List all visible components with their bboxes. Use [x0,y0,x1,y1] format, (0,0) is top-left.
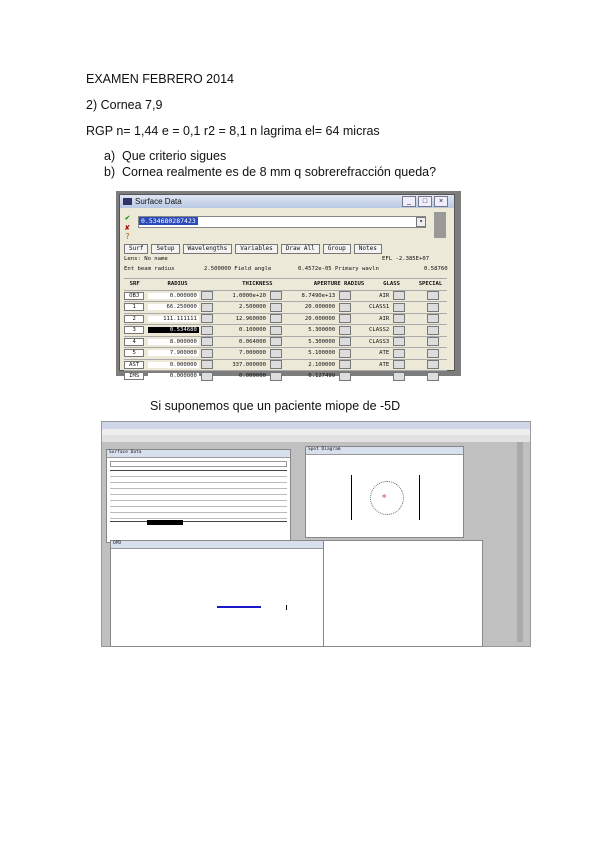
radius-cell[interactable]: 0.000000 [148,373,198,379]
glass-solve-button[interactable] [393,326,405,335]
draw-all-button[interactable]: Draw All [281,244,320,254]
axis-line [351,475,352,520]
table-row [124,301,447,313]
field-angle-info: 2.500000 Field angle [204,266,272,272]
question-b-marker: b) [104,165,116,179]
aperture-cell[interactable]: 8.7490e+13 [301,292,336,299]
scrollbar[interactable] [517,442,523,642]
surface-data-window [119,194,455,380]
special-button[interactable] [427,372,439,381]
check-icon[interactable]: ✔ [125,213,130,222]
aperture-solve-button[interactable] [339,349,351,358]
opd-marker [286,605,287,610]
glass-solve-button[interactable] [393,314,405,323]
col-srf: SRF [129,281,140,288]
notes-button[interactable]: Notes [354,244,382,254]
variables-button[interactable]: Variables [235,244,278,254]
efl-value: EFL -2.385E+07 [382,256,430,262]
primary-wavelength-value: 0.58760 [424,266,448,272]
spot-diagram-panel-title: Spot Diagram [306,447,463,455]
srf-cell[interactable]: 1 [124,303,144,311]
surface-data-panel [106,449,291,543]
aperture-solve-button[interactable] [339,337,351,346]
aperture-cell[interactable]: 5.300000 [308,338,336,345]
rgp-parameters: RGP n= 1,44 e = 0,1 r2 = 8,1 n lagrima el= 64 micras [86,124,380,138]
surf-button[interactable]: Surf [124,244,148,254]
window-titlebar [120,195,454,208]
srf-cell[interactable]: 5 [124,349,144,357]
radius-solve-button[interactable] [201,349,213,358]
radius-cell[interactable]: 66.250000 [148,304,198,310]
thickness-solve-button[interactable] [270,314,282,323]
aperture-cell[interactable]: 20.000000 [304,304,336,311]
thickness-cell[interactable]: 7.000000 [239,350,266,357]
panel-input[interactable] [110,461,287,467]
thickness-cell[interactable]: 0.064000 [239,338,266,345]
glass-solve-button[interactable] [393,349,405,358]
thickness-solve-button[interactable] [270,372,282,381]
primary-wavelength-info: 0.4572e-05 Primary wavln [298,266,379,272]
table-row [124,347,447,359]
table-row [124,290,447,302]
radius-solve-button[interactable] [201,372,213,381]
app-titlebar [102,422,530,429]
table-row [124,313,447,325]
aperture-solve-button[interactable] [339,314,351,323]
srf-cell[interactable]: 3 [124,326,144,334]
radius-cell[interactable]: 8.000000 [148,339,198,345]
thickness-cell[interactable]: 2.500000 [239,304,266,311]
thickness-solve-button[interactable] [270,360,282,369]
side-toolbar[interactable] [434,212,446,238]
panel-grid [110,470,287,522]
question-a-text: Que criterio sigues [122,149,227,163]
aperture-cell[interactable]: 20.000000 [304,315,336,322]
thickness-solve-button[interactable] [270,349,282,358]
srf-cell[interactable]: IMS [124,372,144,380]
question-b-text: Cornea realmente es de 8 mm q sobrerefracción queda? [122,165,437,179]
special-button[interactable] [427,303,439,312]
spot-points-icon: ✲ [382,492,387,500]
aperture-solve-button[interactable] [339,291,351,300]
myope-statement: Si suponemos que un paciente miope de -5D [150,399,401,413]
axis-line-right [419,475,420,520]
radius-solve-button[interactable] [201,326,213,335]
glass-solve-button[interactable] [393,303,405,312]
window-app-icon [123,198,132,205]
optics-workspace-screenshot [101,421,531,647]
app-toolbar [102,435,530,442]
radius-solve-button[interactable] [201,291,213,300]
srf-cell[interactable]: 2 [124,315,144,323]
radius-solve-button[interactable] [201,337,213,346]
special-button[interactable] [427,291,439,300]
srf-cell[interactable]: 4 [124,338,144,346]
glass-cell[interactable]: ATE [379,361,390,368]
aperture-cell[interactable]: 5.300000 [308,327,336,334]
radius-cell[interactable]: 111.111111 [148,316,198,322]
glass-cell[interactable]: CLASS1 [369,304,390,311]
glass-cell[interactable]: AIR [379,292,390,299]
window-title: Surface Data [135,197,182,206]
col-special: SPECIAL [418,281,443,288]
thickness-cell[interactable]: 0.100000 [239,327,266,334]
opd-line [217,606,261,608]
beam-radius-label: Ent beam radius [124,266,175,272]
table-row [124,336,447,348]
col-aperture: APERTURE RADIUS [313,281,365,288]
surface-data-panel-title: Surface Data [107,450,290,458]
toolbar [124,244,382,254]
exam-heading: EXAMEN FEBRERO 2014 [86,72,234,86]
question-2: 2) Cornea 7,9 [86,98,163,112]
radius-solve-button[interactable] [201,314,213,323]
radius-cell[interactable]: 0.534680 [148,327,198,333]
glass-solve-button[interactable] [393,360,405,369]
thickness-cell[interactable]: 337.000000 [232,361,266,368]
glass-cell[interactable]: AIR [379,315,390,322]
close-icon[interactable]: × [434,196,448,207]
surface-data-screenshot [116,191,461,380]
selected-cell[interactable] [147,520,183,525]
aperture-solve-button[interactable] [339,372,351,381]
glass-cell[interactable]: CLASS2 [369,327,390,334]
question-a-marker: a) [104,149,116,163]
thickness-cell[interactable]: 0.000000 [239,373,266,380]
thickness-cell[interactable]: 1.0000e+20 [232,292,266,299]
glass-solve-button[interactable] [393,337,405,346]
special-button[interactable] [427,326,439,335]
thickness-cell[interactable]: 12.960000 [235,315,266,322]
table-header [124,278,447,290]
dropdown-arrow-icon[interactable]: ▾ [416,217,426,227]
srf-cell[interactable]: AST [124,361,144,369]
radius-cell[interactable]: 0.000000 [148,293,198,299]
col-thickness: THICKNESS [242,281,273,288]
srf-cell[interactable]: OBJ [124,292,144,300]
minimize-icon[interactable]: _ [402,196,416,207]
maximize-icon[interactable]: □ [418,196,432,207]
cancel-icon[interactable]: ✘ [125,223,130,232]
radius-solve-button[interactable] [201,303,213,312]
help-icon[interactable]: ? [125,232,130,241]
table-row [124,370,447,382]
special-button[interactable] [427,349,439,358]
opd-panel-title: OPD [111,541,324,549]
setup-button[interactable]: Setup [151,244,179,254]
radius-cell[interactable]: 7.900000 [148,350,198,356]
thickness-solve-button[interactable] [270,337,282,346]
thickness-solve-button[interactable] [270,303,282,312]
aperture-solve-button[interactable] [339,326,351,335]
aperture-cell[interactable]: 5.100000 [308,350,336,357]
wavelengths-button[interactable]: Wavelengths [183,244,233,254]
opd-panel [110,540,325,647]
spot-diagram-panel [305,446,464,538]
aperture-cell[interactable]: 0.127499 [308,373,336,380]
glass-solve-button[interactable] [393,291,405,300]
aperture-cell[interactable]: 2.100000 [308,361,336,368]
surface-table [124,278,447,382]
special-button[interactable] [427,314,439,323]
lens-name: Lens: No name [124,256,168,262]
thickness-solve-button[interactable] [270,291,282,300]
aperture-solve-button[interactable] [339,360,351,369]
col-radius: RADIUS [167,281,188,288]
group-button[interactable]: Group [323,244,351,254]
glass-cell[interactable]: CLASS3 [369,338,390,345]
value-input-text: 0.534680287423 [141,217,196,225]
special-button[interactable] [427,360,439,369]
thickness-solve-button[interactable] [270,326,282,335]
empty-panel [323,540,483,647]
radius-solve-button[interactable] [201,360,213,369]
glass-solve-button[interactable] [393,372,405,381]
table-row [124,324,447,336]
aperture-solve-button[interactable] [339,303,351,312]
col-glass: GLASS [383,281,400,288]
table-row [124,359,447,371]
special-button[interactable] [427,337,439,346]
value-input[interactable] [138,216,426,228]
glass-cell[interactable]: ATE [379,350,390,357]
radius-cell[interactable]: 0.000000 [148,362,198,368]
